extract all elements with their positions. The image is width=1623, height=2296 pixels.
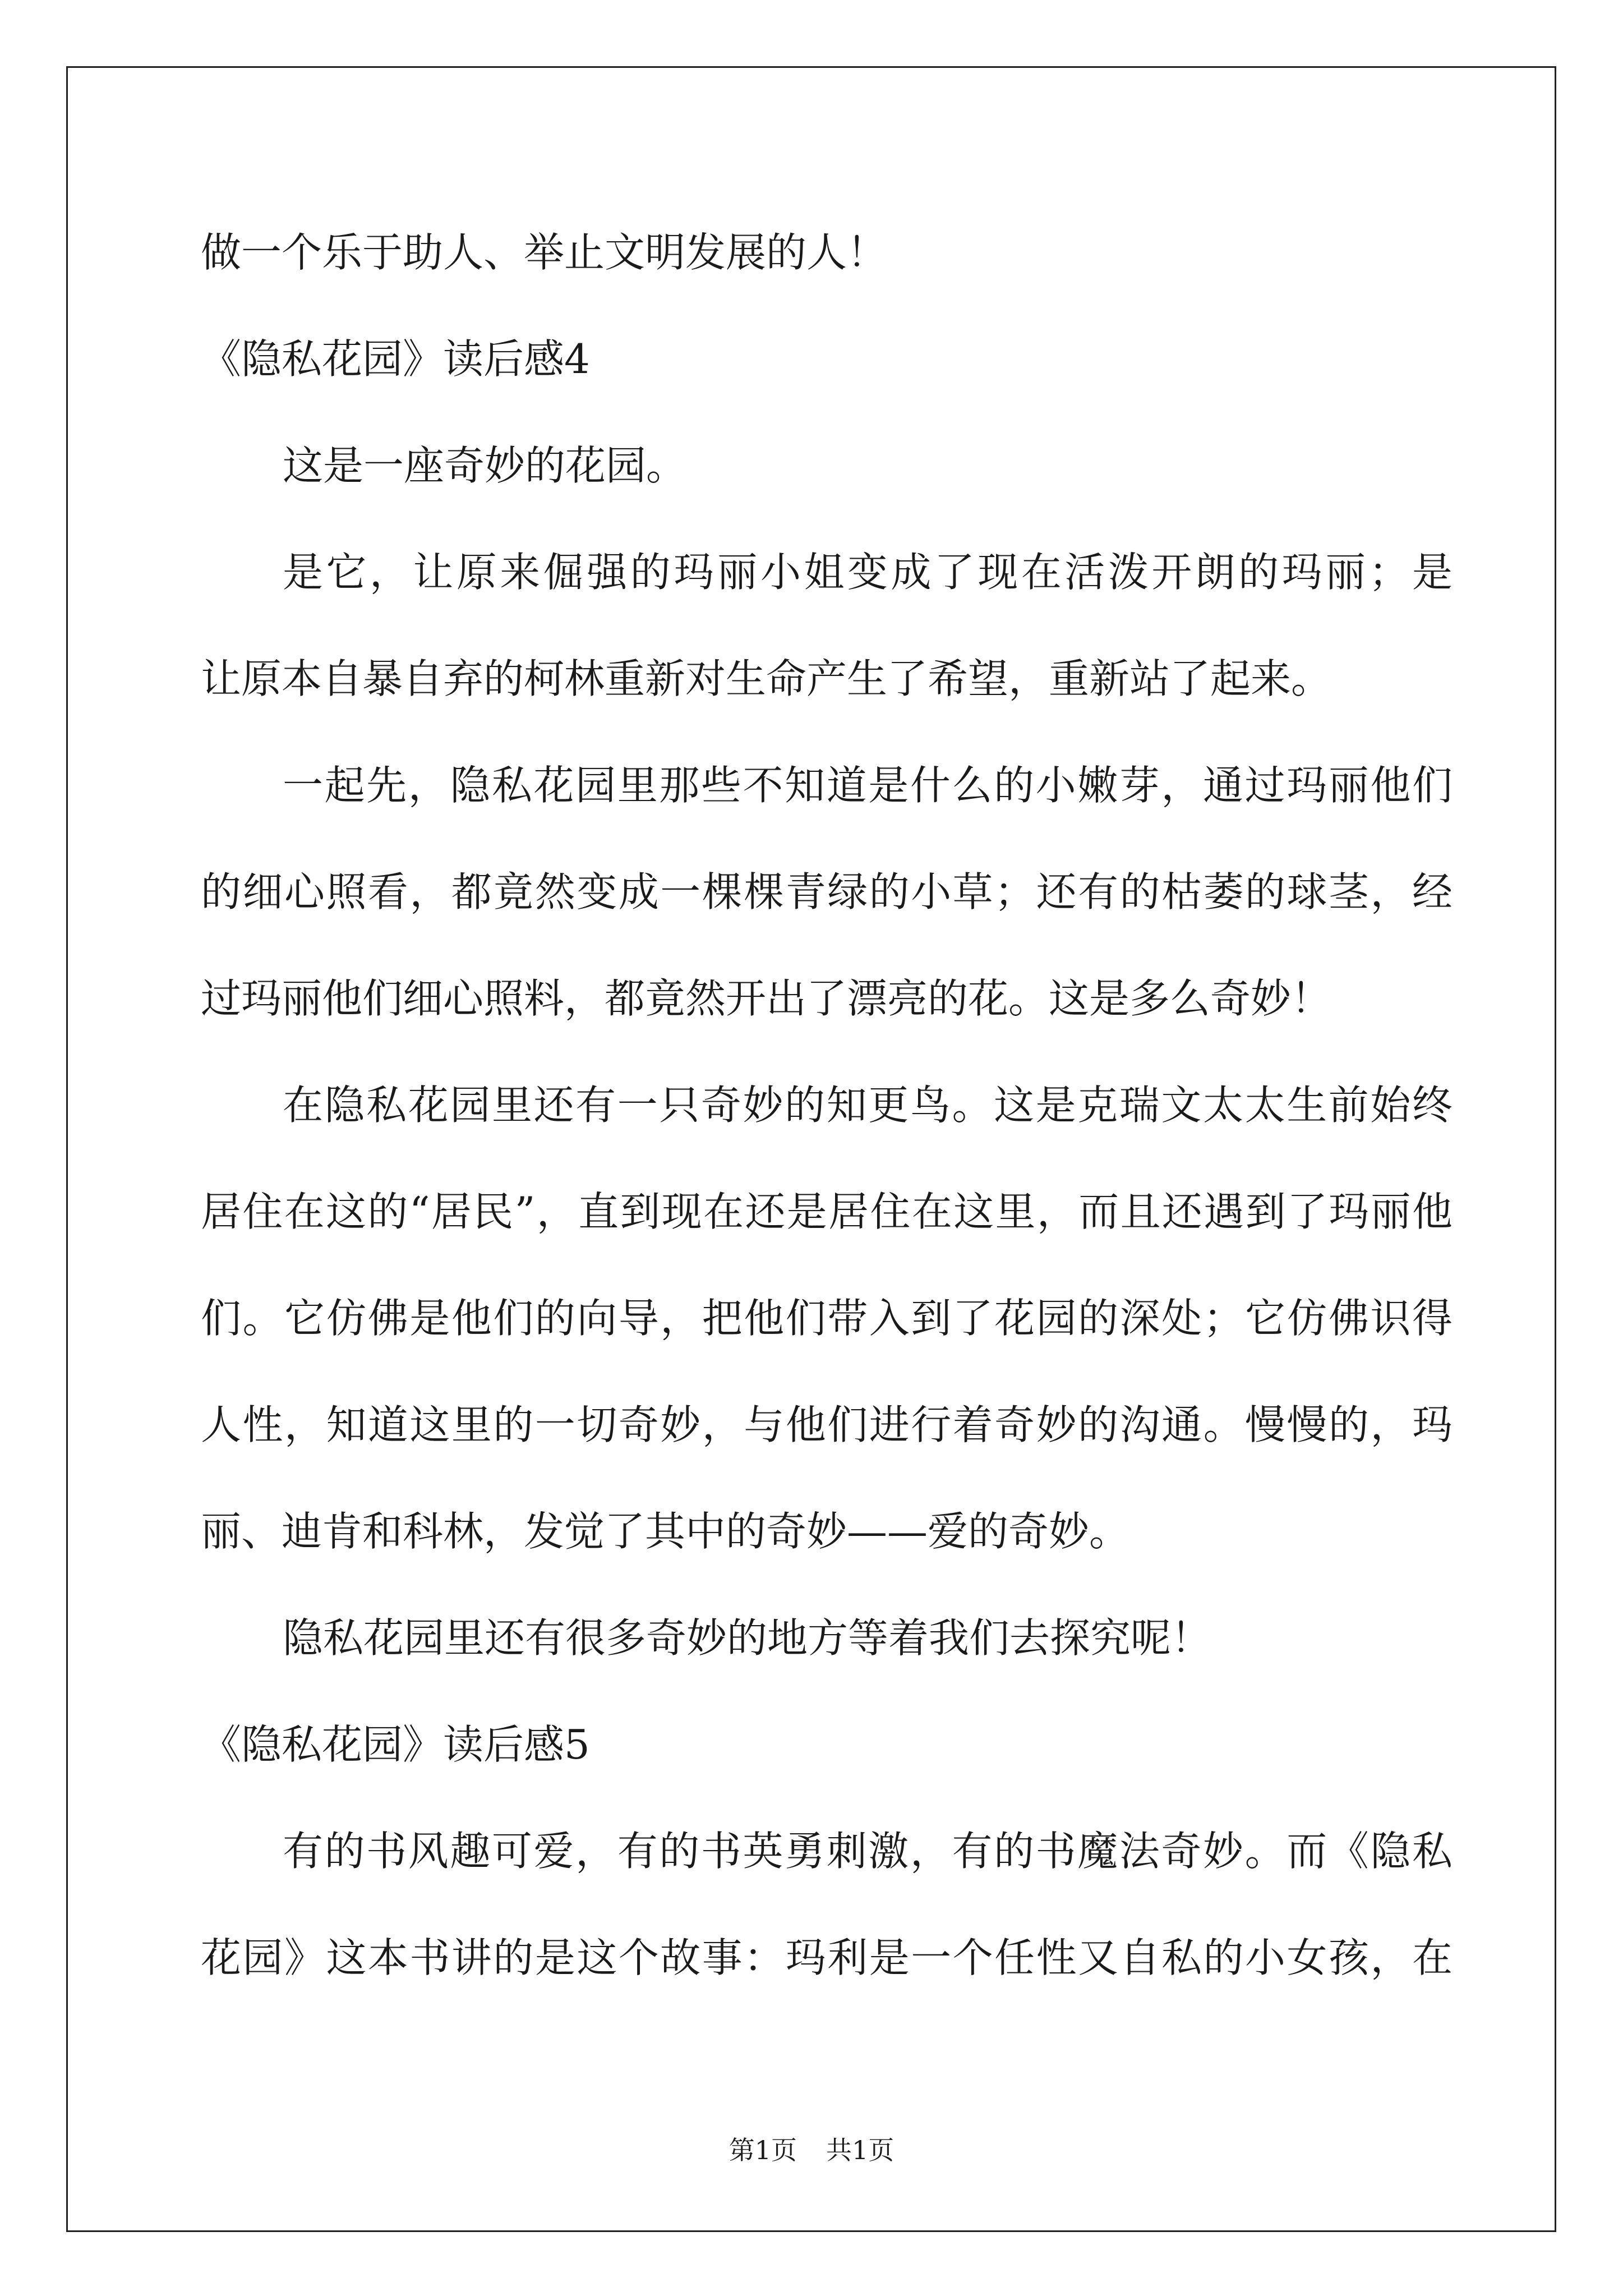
- paragraph-line: 做一个乐于助人、举止文明发展的人！: [201, 229, 888, 276]
- paragraph-line: 花园》这本书讲的是这个故事：玛利是一个任性又自私的小女孩，在: [201, 1934, 1453, 1981]
- paragraph-line: 这是一座奇妙的花园。: [283, 442, 687, 489]
- paragraph-line: 是它，让原来倔强的玛丽小姐变成了现在活泼开朗的玛丽；是: [283, 549, 1453, 596]
- paragraph-line: 有的书风趣可爱，有的书英勇刺激，有的书魔法奇妙。而《隐私: [283, 1828, 1453, 1875]
- page-total: 共1页: [826, 2135, 895, 2165]
- paragraph-line: 们。它仿佛是他们的向导，把他们带入到了花园的深处；它仿佛识得: [201, 1295, 1453, 1342]
- paragraph-line: 让原本自暴自弃的柯林重新对生命产生了希望，重新站了起来。: [201, 655, 1332, 702]
- paragraph-line: 居住在这的“居民”，直到现在还是居住在这里，而且还遇到了玛丽他: [201, 1188, 1453, 1235]
- paragraph-line: 人性，知道这里的一切奇妙，与他们进行着奇妙的沟通。慢慢的，玛: [201, 1401, 1453, 1448]
- paragraph-line: 丽、迪肯和科林，发觉了其中的奇妙——爱的奇妙。: [201, 1508, 1130, 1555]
- paragraph-line: 在隐私花园里还有一只奇妙的知更鸟。这是克瑞文太太生前始终: [283, 1082, 1453, 1129]
- section-heading: 《隐私花园》读后感5: [201, 1721, 590, 1768]
- paragraph-line: 的细心照看，都竟然变成一棵棵青绿的小草；还有的枯萎的球茎，经: [201, 868, 1453, 915]
- paragraph-line: 一起先，隐私花园里那些不知道是什么的小嫩芽，通过玛丽他们: [283, 762, 1453, 809]
- paragraph-line: 隐私花园里还有很多奇妙的地方等着我们去探究呢！: [283, 1614, 1212, 1662]
- paragraph-line: 过玛丽他们细心照料，都竟然开出了漂亮的花。这是多么奇妙！: [201, 975, 1332, 1022]
- section-heading: 《隐私花园》读后感4: [201, 335, 590, 383]
- page-footer: [0, 2134, 1623, 2166]
- page-number: 第1页: [728, 2135, 797, 2165]
- document-body: [201, 199, 1453, 2011]
